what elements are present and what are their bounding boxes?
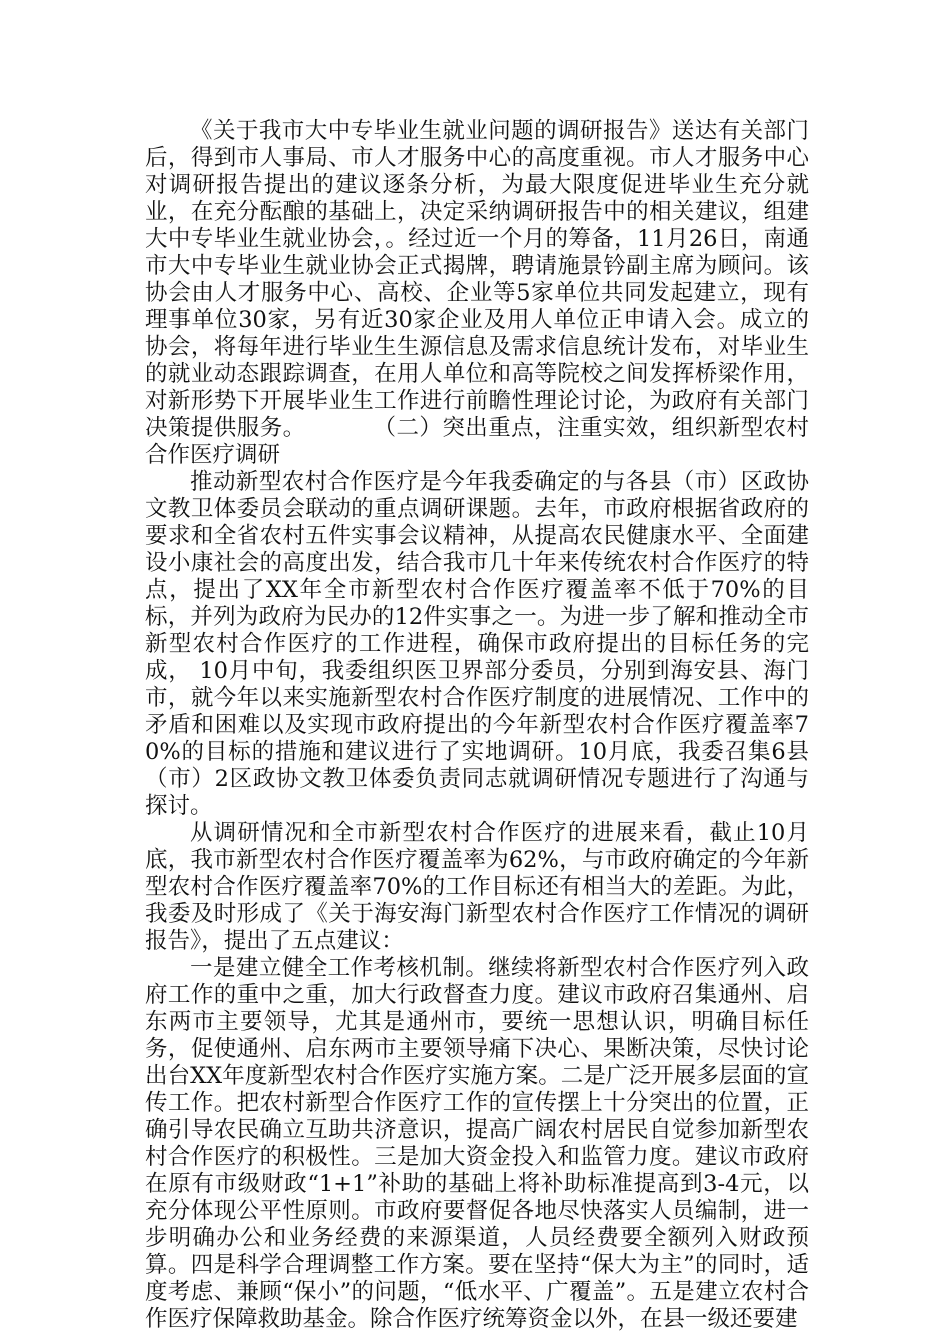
paragraph-suggestions: 一是建立健全工作考核机制。继续将新型农村合作医疗列入政府工作的重中之重，加大行政督查力度。建议市政府召集通州、启东两市主要领导，尤其是通州市，要统一思想认识，明确目标任务，促使通州、启东两市主要领导痛下决心、果断决策，尽快讨论出台XX年度新型农村合作医疗实施方案。二是广泛开展多层面的宣传工作。把农村新型合作医疗工作的宣传摆上十分突出的位置，正确引导农民确立互助共济意识，提高广阔农村居民自觉参加新型农村合作医疗的积极性。三是加大资金投入和监管力度。建议市政府在原有市级财政“1+1”补助的基础上将补助标准提高到3-4元，以充分体现公平性原则。市政府要督促各地尽快落实人员编制，进一步明确办公和业务经费的来源渠道，人员经费要全额列入财政预算。四是科学合理调整工作方案。要在坚持“保大为主”的同时，适度考虑、兼顾“保小”的问题，“低水平、广覆盖”。五是建立农村合作医疗保障救助基金。除合作医疗统筹资金以外，在县一级还要建 — [145, 955, 809, 1332]
section-heading: （二）突出重点，注重实效，组织新型农村合作医疗调研 — [145, 415, 809, 468]
paragraph-association-text: 《关于我市大中专毕业生就业问题的调研报告》送达有关部门后，得到市人事局、市人才服务中心的高度重视。市人才服务中心对调研报告提出的建议逐条分析，为最大限度促进毕业生充分就业，在充分酝酿的基础上，决定采纳调研报告中的相关建议，组建大中专毕业生就业协会，。经过近一个月的筹备，11月26日，南通市大中专毕业生就业协会正式揭牌，聘请施景钤副主席为顾问。该协会由人才服务中心、高校、企业等5家单位共同发起建立，现有理事单位30家，另有近30家企业及用人单位正申请入会。成立的协会，将每年进行毕业生生源信息及需求信息统计发布，对毕业生的就业动态跟踪调查，在用人单位和高等院校之间发挥桥梁作用，对新形势下开展毕业生工作进行前瞻性理论讨论，为政府有关部门决策提供服务。 — [145, 118, 809, 441]
paragraph-association — [145, 118, 809, 469]
paragraph-medical-research: 推动新型农村合作医疗是今年我委确定的与各县（市）区政协文教卫体委员会联动的重点调研课题。去年，市政府根据省政府的要求和全省农村五件实事会议精神，从提高农民健康水平、全面建设小康社会的高度出发，结合我市几十年来传统农村合作医疗的特点，提出了XX年全市新型农村合作医疗覆盖率不低于70%的目标，并列为政府为民办的12件实事之一。为进一步了解和推动全市新型农村合作医疗的工作进程，确保市政府提出的目标任务的完成， 10月中旬，我委组织医卫界部分委员，分别到海安县、海门市，就今年以来实施新型农村合作医疗制度的进展情况、工作中的矛盾和困难以及实现市政府提出的今年新型农村合作医疗覆盖率70%的目标的措施和建议进行了实地调研。10月底，我委召集6县（市）2区政协文教卫体委负责同志就调研情况专题进行了沟通与探讨。 — [145, 469, 809, 819]
paragraph-coverage-status: 从调研情况和全市新型农村合作医疗的进展来看，截止10月底，我市新型农村合作医疗覆盖率为62%，与市政府确定的今年新型农村合作医疗覆盖率70%的工作目标还有相当大的差距。为此，我委及时形成了《关于海安海门新型农村合作医疗工作情况的调研报告》，提出了五点建议： — [145, 820, 809, 954]
document-page — [145, 118, 809, 1333]
